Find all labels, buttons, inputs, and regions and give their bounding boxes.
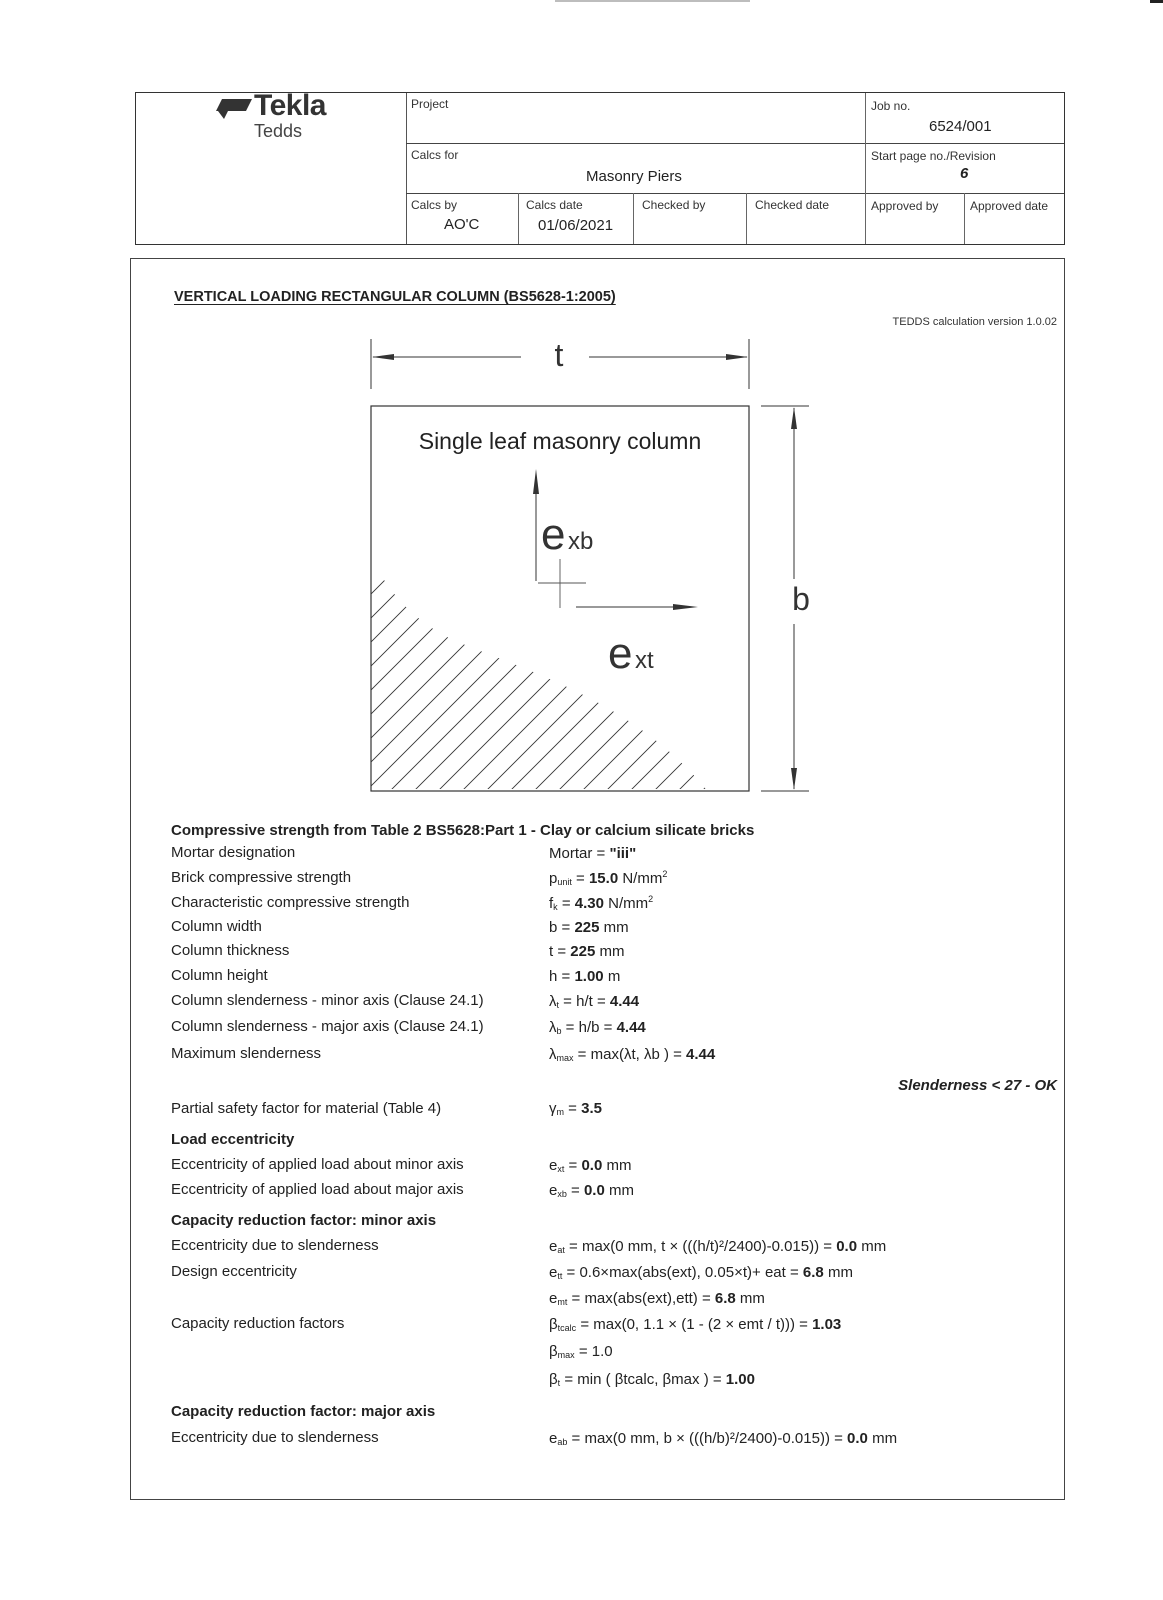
formula-value: 1.03 [812,1316,842,1333]
exb-arrow-icon [533,469,539,494]
formula-value: 15.0 [588,870,619,887]
formula-superscript: 2 [648,894,654,904]
logo-product: Tedds [254,121,303,141]
calc-formula [549,844,636,862]
formula-symbol: Mortar [549,845,593,862]
calc-formula [549,1045,715,1063]
job-no-value: 6524/001 [929,118,992,135]
formula-subscript: max [556,1053,574,1063]
formula-unit: m [603,968,621,985]
hatch-line [689,504,821,804]
divider [406,143,1064,144]
hatch-line [361,504,485,804]
formula-value: "iii" [609,845,637,862]
formula-symbol: e [549,1182,558,1199]
formula-expression: = [557,968,575,985]
formula-value: 225 [570,943,596,960]
formula-subscript: k [553,902,558,912]
formula-unit: mm [735,1290,765,1307]
calc-label: Characteristic compressive strength [171,894,410,911]
formula-symbol: e [549,1157,558,1174]
formula-value: 4.44 [616,1019,646,1036]
calculation-body [130,258,1065,1500]
dim-t-label: t [554,337,564,373]
formula-expression: = min ( βtcalc, βmax ) = [560,1371,726,1388]
formula-unit: mm [595,943,625,960]
formula-superscript: 2 [662,869,668,879]
calc-label: Column thickness [171,942,290,959]
safety-formula [549,1100,602,1117]
project-label: Project [411,97,449,111]
column-diagram [361,334,821,814]
formula-symbol: β [549,1343,558,1360]
calc-formula [549,1018,646,1036]
calc-label: Mortar designation [171,844,296,861]
ext-arrow-icon [673,604,698,610]
dim-b-label: b [792,581,810,617]
formula-expression: = [592,845,610,862]
formula-expression: = [564,1157,582,1174]
checked-by-label: Checked by [642,198,706,212]
calc-formula [549,967,620,985]
formula-symbol: γ [549,1100,557,1117]
divider [746,193,747,244]
calc-formula [549,1315,841,1333]
tekla-logo-icon [216,99,252,119]
calc-formula [549,1263,853,1281]
formula-expression: = max(0, 1.1 × (1 - (2 × emt / t))) = [576,1316,813,1333]
calc-formula [549,1370,755,1388]
calc-formula [549,869,667,887]
formula-symbol: e [549,1238,558,1255]
hatch-line [569,504,821,804]
formula-unit: N/mm [618,870,663,887]
calc-formula [549,918,629,936]
formula-unit: mm [602,1157,632,1174]
calc-label: Column height [171,967,268,984]
hatch-line [785,504,821,804]
formula-expression: = max(0 mm, b × (((h/b)²/2400)-0.015)) = [567,1430,848,1447]
formula-expression: = [566,1182,584,1199]
ext-label-main: e [608,629,633,678]
calc-label: Eccentricity due to slenderness [171,1237,379,1254]
formula-value: 0.0 [836,1238,858,1255]
formula-subscript: m [556,1107,564,1117]
formula-expression: = [557,919,575,936]
hatch-line [521,504,821,804]
divider [406,193,1064,194]
logo-brand: Tekla [254,89,326,122]
formula-expression: = [571,870,589,887]
job-no-label: Job no. [871,99,911,113]
formula-subscript: xb [557,1189,567,1199]
calcs-date-label: Calcs date [526,198,583,212]
arrow-left-icon [372,354,394,360]
formula-value: 0.0 [583,1182,605,1199]
formula-value: 4.44 [686,1046,716,1063]
formula-subscript: tcalc [557,1323,577,1333]
calc-formula [549,1289,765,1307]
formula-expression: = 0.6×max(abs(ext), 0.05×t)+ eat = [562,1264,803,1281]
calc-label: Eccentricity of applied load about major axis [171,1181,464,1198]
arrow-right-icon [726,354,748,360]
calc-formula [549,1156,632,1174]
formula-value: 6.8 [714,1290,736,1307]
formula-expression: = [564,1100,582,1117]
exb-label-sub: xb [568,528,594,555]
checked-date-label: Checked date [755,198,830,212]
divider [633,193,634,244]
calc-label: Brick compressive strength [171,869,352,886]
formula-expression: = h/b = [561,1019,617,1036]
formula-subscript: max [557,1350,575,1360]
calcs-for-label: Calcs for [411,148,459,162]
start-page-label: Start page no./Revision [871,149,996,163]
hatch-line [713,504,821,804]
calc-label: Design eccentricity [171,1263,297,1280]
formula-subscript: t [557,1378,561,1388]
formula-value: 3.5 [581,1100,602,1117]
calc-formula [549,1342,613,1360]
formula-symbol: f [549,895,554,912]
formula-symbol: t [549,943,554,960]
calc-formula [549,1181,634,1199]
hatch-line [361,504,557,804]
formula-unit: N/mm [603,895,649,912]
formula-value: 0.0 [847,1430,868,1447]
formula-unit: mm [823,1264,853,1281]
calc-label: Column slenderness - major axis (Clause 24.1) [171,1018,484,1035]
formula-unit: mm [599,919,629,936]
formula-subscript: tt [557,1271,563,1281]
hatch-line [761,504,821,804]
formula-symbol: e [549,1264,558,1281]
approved-by-label: Approved by [871,199,939,213]
compressive-heading: Compressive strength from Table 2 BS5628:Part 1 - Clay or calcium silicate bricks [171,822,755,839]
formula-symbol: β [549,1371,558,1388]
scan-edge-mark [555,0,750,2]
formula-symbol: λ [549,1046,557,1063]
formula-value: 4.30 [574,895,604,912]
arrow-down-icon [791,768,797,790]
formula-subscript: b [556,1026,562,1036]
divider [865,93,866,244]
ext-label-sub: xt [635,647,654,674]
logo-cell [136,89,407,244]
formula-subscript: xt [557,1164,565,1174]
formula-unit: mm [867,1430,898,1447]
formula-value: 1.00 [725,1371,755,1388]
formula-value: 1.00 [574,968,604,985]
calc-version: TEDDS calculation version 1.0.02 [892,316,1057,328]
formula-symbol: λ [549,993,557,1010]
calc-label: Eccentricity of applied load about minor axis [171,1156,464,1173]
calc-label: Eccentricity due to slenderness [171,1429,379,1446]
calc-formula [549,992,639,1010]
formula-symbol: λ [549,1019,557,1036]
formula-subscript: t [556,1000,560,1010]
hatch-line [665,504,821,804]
formula-value: 0.0 [581,1157,603,1174]
divider [964,193,965,244]
exb-label-main: e [541,510,566,559]
arrow-up-icon [791,407,797,429]
formula-expression: = max(0 mm, t × (((h/t)²/2400)-0.015)) = [564,1238,837,1255]
formula-symbol: e [549,1290,558,1307]
formula-expression: = max(λt, λb ) = [573,1046,687,1063]
safety-label: Partial safety factor for material (Table 4) [171,1100,442,1117]
diagram-caption: Single leaf masonry column [418,428,702,454]
formula-unit: mm [857,1238,887,1255]
formula-expression: = h/t = [559,993,610,1010]
title-block [135,89,1065,245]
calc-label: Column width [171,918,262,935]
load-ecc-heading: Load eccentricity [171,1131,295,1148]
formula-expression: = [553,943,571,960]
scan-corner-mark [1150,0,1163,3]
formula-expression: = 1.0 [574,1343,613,1360]
formula-subscript: at [557,1245,565,1255]
calc-label: Capacity reduction factors [171,1315,345,1332]
calc-formula [549,1429,897,1447]
formula-symbol: p [549,870,558,887]
calcs-date-value: 01/06/2021 [538,217,614,234]
formula-unit: mm [604,1182,634,1199]
calc-formula [549,942,624,960]
calc-formula [549,894,653,912]
major-axis-heading: Capacity reduction factor: major axis [171,1403,436,1420]
formula-value: 6.8 [802,1264,824,1281]
hatch-line [361,504,533,804]
hatch-line [809,504,821,804]
minor-axis-heading: Capacity reduction factor: minor axis [171,1212,437,1229]
slenderness-check: Slenderness < 27 - OK [898,1077,1057,1094]
formula-subscript: ab [557,1437,568,1447]
formula-symbol: e [549,1430,558,1447]
hatch-line [449,504,749,804]
formula-expression: = max(abs(ext),ett) = [567,1290,715,1307]
calcs-for-value: Masonry Piers [586,168,682,185]
approved-date-label: Approved date [970,199,1049,213]
calc-label: Maximum slenderness [171,1045,322,1062]
document-title: VERTICAL LOADING RECTANGULAR COLUMN (BS5628-1:2005) [174,289,616,305]
calc-label: Column slenderness - minor axis (Clause 24.1) [171,992,484,1009]
formula-subscript: unit [557,877,572,887]
formula-symbol: β [549,1316,558,1333]
formula-subscript: mt [557,1297,568,1307]
formula-symbol: h [549,968,558,985]
calc-formula [549,1237,886,1255]
calcs-by-label: Calcs by [411,198,458,212]
calcs-by-value: AO'C [444,216,480,233]
formula-value: 225 [574,919,600,936]
formula-symbol: b [549,919,558,936]
formula-expression: = [557,895,575,912]
divider [518,193,519,244]
formula-value: 4.44 [609,993,640,1010]
start-page-value: 6 [960,165,969,182]
